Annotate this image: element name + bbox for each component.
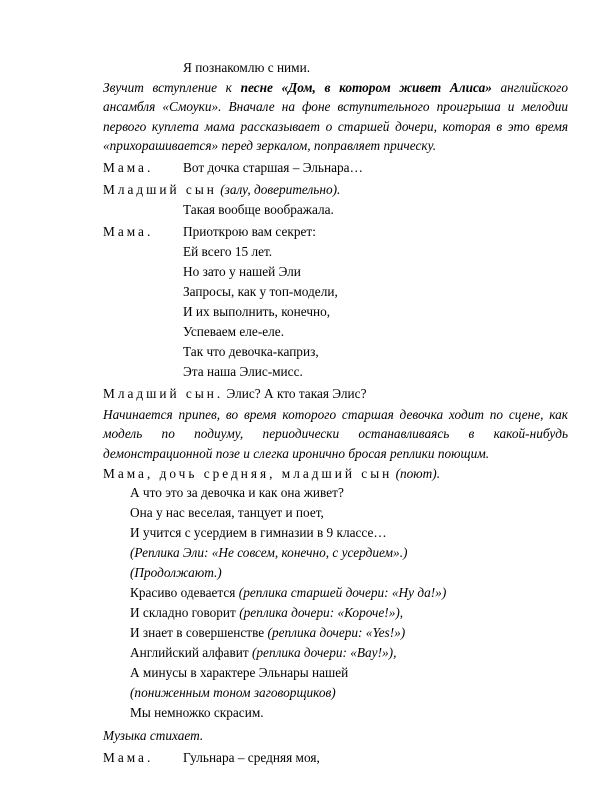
text-line: Но зато у нашей Эли bbox=[183, 264, 301, 279]
song-line: Красиво одевается (реплика старшей дочери: «Ну да!») bbox=[130, 585, 447, 600]
stage-direction: (Продолжают.) bbox=[130, 565, 222, 580]
text-line bbox=[103, 182, 340, 198]
text-line: Я познакомлю с ними. bbox=[183, 60, 311, 75]
speaker-label: Младший сын. bbox=[103, 386, 224, 401]
text-line: Гульнара – средняя моя, bbox=[183, 750, 320, 765]
text-line: Вот дочка старшая – Эльнара… bbox=[183, 160, 363, 175]
song-line: И учится с усердием в гимназии в 9 классе… bbox=[130, 525, 387, 540]
song-line: Мы немножко скрасим. bbox=[130, 705, 264, 720]
speaker-label: Мама. bbox=[103, 160, 154, 175]
text-line bbox=[103, 466, 440, 482]
song-line: А минусы в характере Эльнары нашей bbox=[130, 665, 349, 680]
stage-direction: Начинается припев, во время которого старшая девочка ходит по сцене, как модель по подиуму, периодически останавливаясь в какой-нибудь демонстрационной позе и слегка иронично бросая реплики поющим. bbox=[103, 407, 568, 461]
stage-direction: (поют). bbox=[395, 466, 441, 481]
stage-direction: (залу, доверительно). bbox=[220, 182, 341, 197]
song-line: А что это за девочка и как она живет? bbox=[130, 485, 344, 500]
text-line: Успеваем еле-еле. bbox=[183, 324, 285, 339]
text-line: Ей всего 15 лет. bbox=[183, 244, 273, 259]
stage-direction: Звучит вступление к песне «Дом, в котором живет Алиса» английского ансамбля «Смоуки». Вначале на фоне вступительного проигрыша и мелодии первого куплета мама рассказывает о старшей дочери, которая в это время «прихорашивается» перед зеркалом, поправляет прическу. bbox=[103, 80, 568, 154]
song-line: И знает в совершенстве (реплика дочери: «Yes!») bbox=[130, 625, 406, 640]
text-line: Эта наша Элис-мисс. bbox=[183, 364, 303, 379]
stage-direction: (пониженным тоном заговорщиков) bbox=[130, 685, 336, 700]
song-line: Она у нас веселая, танцует и поет, bbox=[130, 505, 324, 520]
speaker-label: Младший сын bbox=[103, 182, 217, 197]
text-line: Приоткрою вам секрет: bbox=[183, 224, 316, 239]
speaker-label: Мама. bbox=[103, 750, 154, 765]
stage-direction: (Реплика Эли: «Не совсем, конечно, с усердием».) bbox=[130, 545, 408, 560]
stage-direction: Музыка стихает. bbox=[103, 728, 204, 743]
song-line: И складно говорит (реплика дочери: «Короче!»), bbox=[130, 605, 404, 620]
speaker-label: Мама, дочь средняя, младший сын bbox=[103, 466, 393, 481]
speaker-label: Мама. bbox=[103, 224, 154, 239]
text-line: Такая вообще воображала. bbox=[183, 202, 334, 217]
text-line: И их выполнить, конечно, bbox=[183, 304, 331, 319]
text-line: Так что девочка-каприз, bbox=[183, 344, 319, 359]
text-line: Запросы, как у топ-модели, bbox=[183, 284, 338, 299]
text-line: Младший сын. Элис? А кто такая Элис? bbox=[103, 386, 367, 401]
song-line: Английский алфавит (реплика дочери: «Bay!»), bbox=[130, 645, 397, 660]
